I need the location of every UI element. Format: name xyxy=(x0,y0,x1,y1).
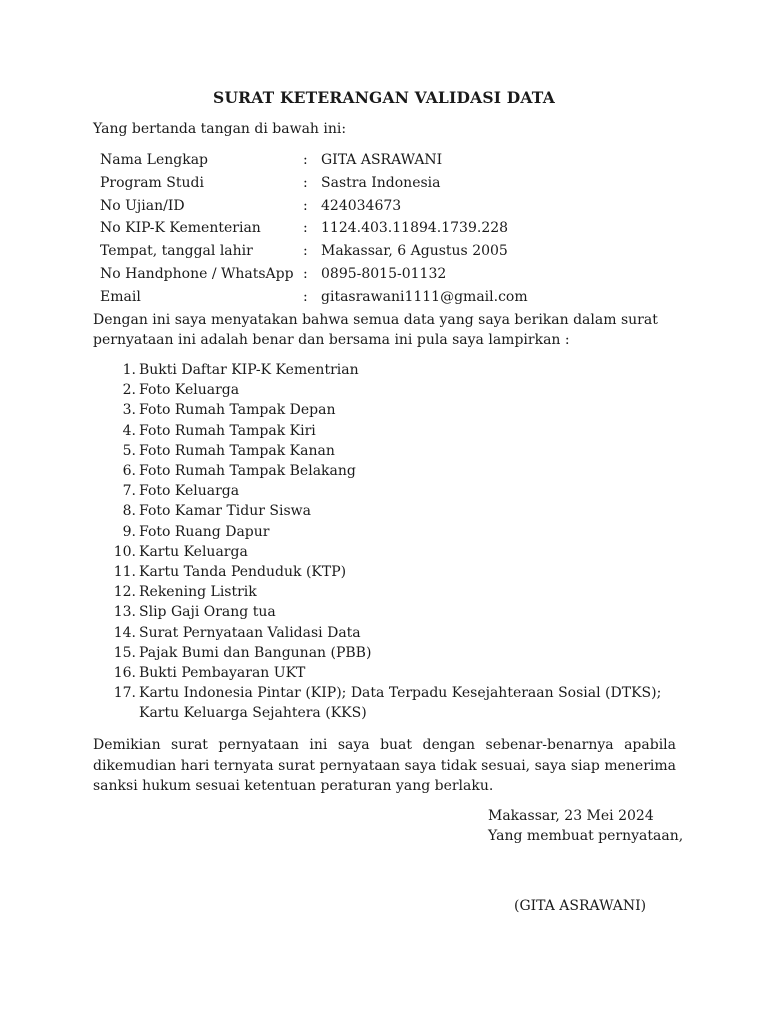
list-item xyxy=(110,562,690,582)
field-value: Makassar, 6 Agustus 2005 xyxy=(321,243,508,260)
field-separator: : xyxy=(303,243,308,260)
list-item-number: 1. xyxy=(122,362,136,378)
field-value: gitasrawani1111@gmail.com xyxy=(321,288,528,305)
list-item xyxy=(110,623,690,643)
field-row-phone xyxy=(100,264,700,287)
field-value: Sastra Indonesia xyxy=(321,174,441,191)
list-item-number: 4. xyxy=(122,422,136,439)
list-item-number: 12. xyxy=(113,584,136,601)
field-row-exam-id xyxy=(100,196,700,219)
field-value: GITA ASRAWANI xyxy=(321,152,443,168)
field-value: 1124.403.11894.1739.228 xyxy=(321,220,509,237)
list-item-text: Bukti Daftar KIP-K Kementrian xyxy=(139,362,359,378)
field-separator: : xyxy=(303,174,308,191)
field-label: Tempat, tanggal lahir xyxy=(100,243,253,260)
list-item-number: 7. xyxy=(122,483,136,500)
list-item xyxy=(110,663,690,683)
field-label: No Handphone / WhatsApp xyxy=(100,265,294,282)
list-item-number: 6. xyxy=(122,463,136,480)
list-item-number: 8. xyxy=(122,503,136,520)
field-value: 424034673 xyxy=(321,197,402,214)
field-row-email xyxy=(100,287,700,310)
list-item-number: 2. xyxy=(122,382,136,399)
list-item xyxy=(110,461,690,481)
intro-text: Yang bertanda tangan di bawah ini: xyxy=(93,121,347,137)
list-item-text: Pajak Bumi dan Bangunan (PBB) xyxy=(139,644,372,661)
list-item-text: Foto Keluarga xyxy=(139,382,240,399)
list-item xyxy=(110,441,690,461)
field-row-birth-place-date xyxy=(100,241,700,264)
list-item-text: Foto Rumah Tampak Depan xyxy=(139,402,336,419)
list-item-number: 11. xyxy=(113,564,136,581)
list-item xyxy=(110,582,690,602)
list-item-number: 10. xyxy=(113,543,136,560)
list-item-text: Foto Rumah Tampak Kanan xyxy=(139,442,335,459)
list-item-number: 16. xyxy=(113,665,136,682)
field-row-kipk-number xyxy=(100,218,700,241)
declaration-paragraph: Dengan ini saya menyatakan bahwa semua data yang saya berikan dalam surat pernyataan ini adalah benar dan bersama ini pula saya lampirkan : xyxy=(93,312,658,348)
list-item-text: Foto Rumah Tampak Belakang xyxy=(139,463,356,480)
list-item-text: Rekening Listrik xyxy=(139,584,257,601)
field-separator: : xyxy=(303,152,308,168)
list-item xyxy=(110,360,690,380)
list-item-text: Kartu Tanda Penduduk (KTP) xyxy=(139,564,347,581)
field-separator: : xyxy=(303,288,308,305)
field-label: Program Studi xyxy=(100,174,204,191)
field-value: 0895-8015-01132 xyxy=(321,265,447,282)
list-item-number: 15. xyxy=(113,644,136,661)
list-item-text: Slip Gaji Orang tua xyxy=(139,604,276,621)
field-label: Email xyxy=(100,288,141,305)
field-row-study-program xyxy=(100,173,700,196)
attachment-list xyxy=(110,360,690,724)
list-item-text: Surat Pernyataan Validasi Data xyxy=(139,624,361,641)
field-label: No Ujian/ID xyxy=(100,197,185,214)
list-item-text: Foto Rumah Tampak Kiri xyxy=(139,422,316,439)
list-item-number: 5. xyxy=(122,442,136,459)
signature-name: (GITA ASRAWANI) xyxy=(514,898,647,914)
field-row-full-name xyxy=(100,150,700,173)
field-separator: : xyxy=(303,265,308,282)
list-item-text: Kartu Keluarga xyxy=(139,543,248,560)
list-item xyxy=(110,522,690,542)
list-item-text: Foto Ruang Dapur xyxy=(139,523,270,540)
field-label: No KIP-K Kementerian xyxy=(100,220,261,237)
list-item-number: 9. xyxy=(122,523,136,540)
document-title: SURAT KETERANGAN VALIDASI DATA xyxy=(213,88,555,107)
signature-role: Yang membuat pernyataan, xyxy=(488,828,684,844)
signature-place-date: Makassar, 23 Mei 2024 xyxy=(488,808,654,824)
list-item-text: Foto Kamar Tidur Siswa xyxy=(139,503,311,520)
identity-fields xyxy=(100,150,700,310)
list-item xyxy=(110,643,690,663)
list-item xyxy=(110,380,690,400)
field-separator: : xyxy=(303,220,308,237)
field-label: Nama Lengkap xyxy=(100,152,209,168)
list-item xyxy=(110,602,690,622)
list-item-number: 13. xyxy=(113,604,136,621)
list-item xyxy=(110,542,690,562)
list-item-number: 14. xyxy=(113,624,136,641)
list-item-text: Bukti Pembayaran UKT xyxy=(139,665,306,682)
list-item xyxy=(110,400,690,420)
list-item xyxy=(110,481,690,501)
list-item-number: 17. xyxy=(113,685,136,702)
field-separator: : xyxy=(303,197,308,214)
list-item-text: Foto Keluarga xyxy=(139,483,240,500)
list-item-text: Kartu Indonesia Pintar (KIP); Data Terpadu Kesejahteraan Sosial (DTKS); Kartu Keluarga Sejahtera (KKS) xyxy=(139,685,662,722)
list-item xyxy=(110,683,690,723)
list-item xyxy=(110,501,690,521)
list-item xyxy=(110,421,690,441)
list-item-number: 3. xyxy=(122,402,136,419)
closing-paragraph: Demikian surat pernyataan ini saya buat dengan sebenar-benarnya apabila dikemudian hari ternyata surat pernyataan saya tidak sesuai, saya siap menerima sanksi hukum sesuai ketentuan peraturan yang berlaku. xyxy=(93,737,676,794)
